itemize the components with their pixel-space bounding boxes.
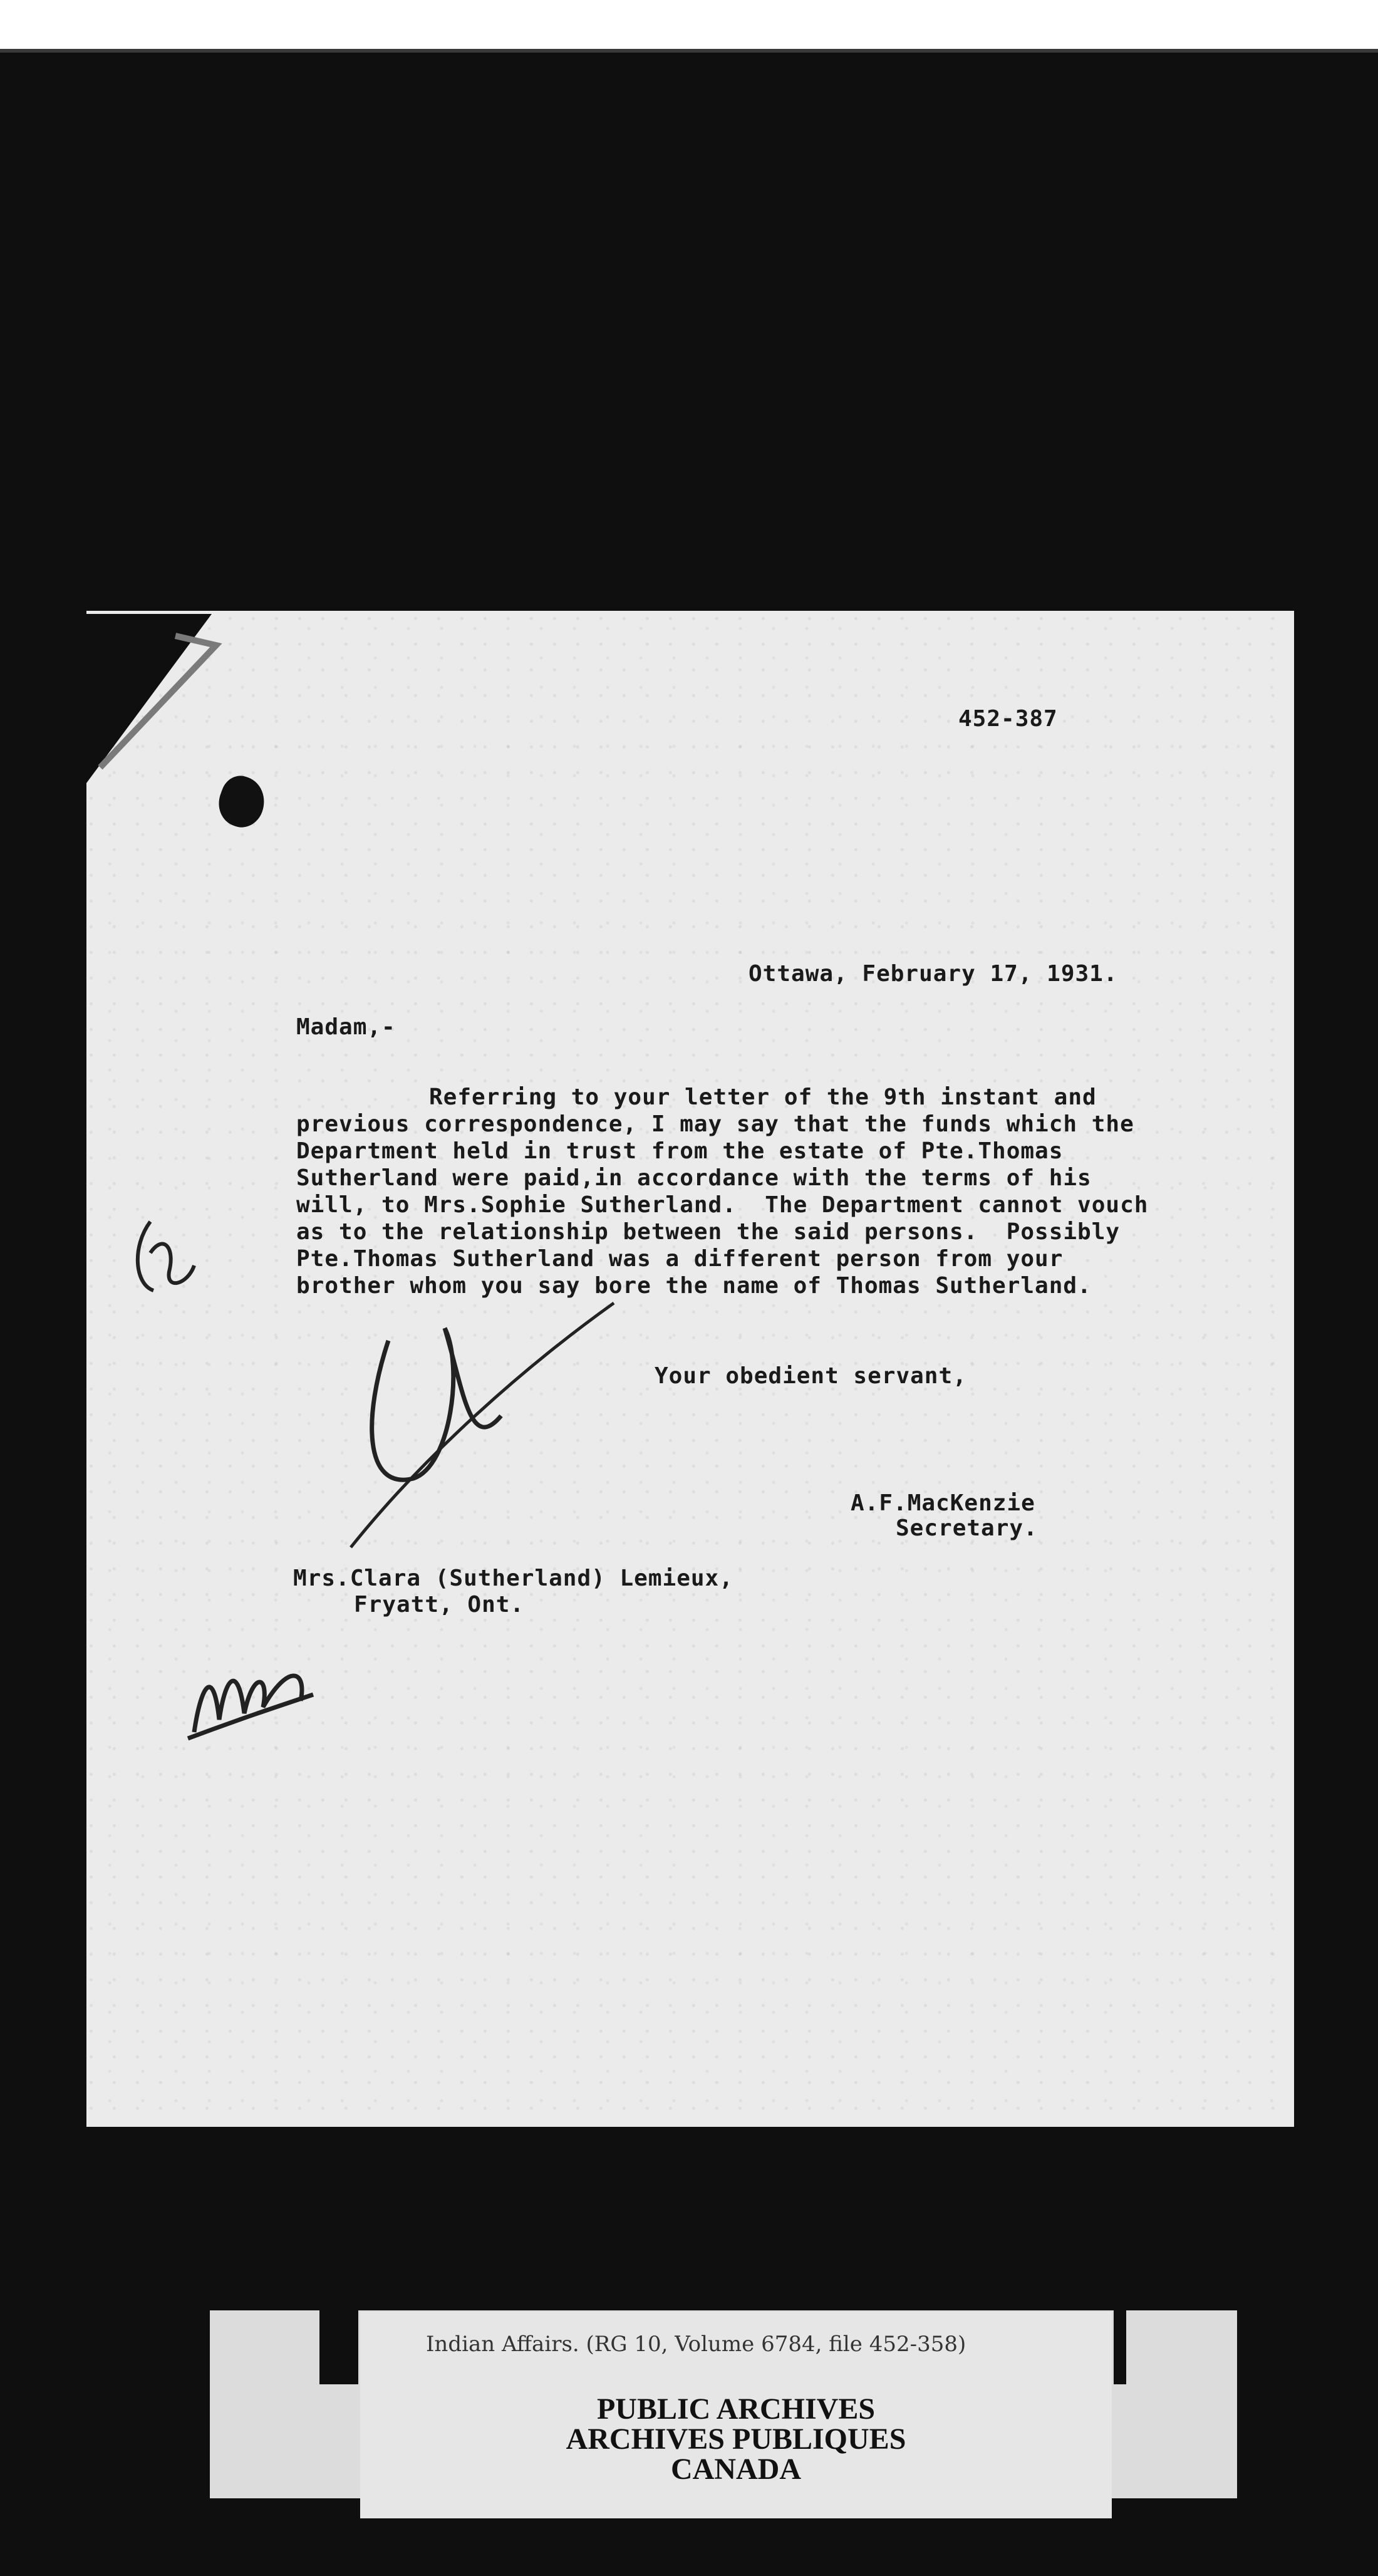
- stamp-line: CANADA: [671, 2453, 801, 2486]
- body-line: Pte.Thomas Sutherland was a different person from your: [296, 1246, 1064, 1272]
- recipient-name: Mrs.Clara (Sutherland) Lemieux,: [293, 1566, 733, 1591]
- handwritten-initials-lower: [182, 1638, 319, 1745]
- signatory-name: A.F.MacKenzie: [851, 1490, 1035, 1516]
- closing: Your obedient servant,: [655, 1363, 967, 1389]
- folded-corner-edge: [94, 626, 225, 771]
- handwritten-initials-margin: [125, 1209, 213, 1309]
- body-line: previous correspondence, I may say that the funds which the: [296, 1111, 1134, 1137]
- label-notch-right: [1114, 2310, 1126, 2384]
- body-line: Referring to your letter of the 9th instant and: [429, 1084, 1097, 1110]
- body-line: Sutherland were paid,in accordance with the terms of his: [296, 1165, 1092, 1191]
- stamp-line: ARCHIVES PUBLIQUES: [566, 2423, 906, 2456]
- label-notch-left: [319, 2310, 358, 2384]
- recipient-place: Fryatt, Ont.: [354, 1592, 525, 1618]
- body-line: brother whom you say bore the name of Thomas Sutherland.: [296, 1273, 1092, 1299]
- stamp-line: PUBLIC ARCHIVES: [596, 2392, 876, 2426]
- body-line: will, to Mrs.Sophie Sutherland. The Department cannot vouch: [296, 1192, 1149, 1218]
- file-number: 452-387: [958, 706, 1058, 732]
- archive-reference: Indian Affairs. (RG 10, Volume 6784, file 452-358): [426, 2332, 966, 2357]
- body-line: as to the relationship between the said persons. Possibly: [296, 1219, 1121, 1245]
- date-line: Ottawa, February 17, 1931.: [749, 961, 1118, 987]
- archives-stamp: [360, 2394, 1112, 2485]
- body-line: Department held in trust from the estate of Pte.Thomas: [296, 1138, 1064, 1164]
- handwritten-mark-center: [338, 1291, 626, 1554]
- signatory-title: Secretary.: [896, 1515, 1038, 1541]
- salutation: Madam,-: [296, 1014, 396, 1040]
